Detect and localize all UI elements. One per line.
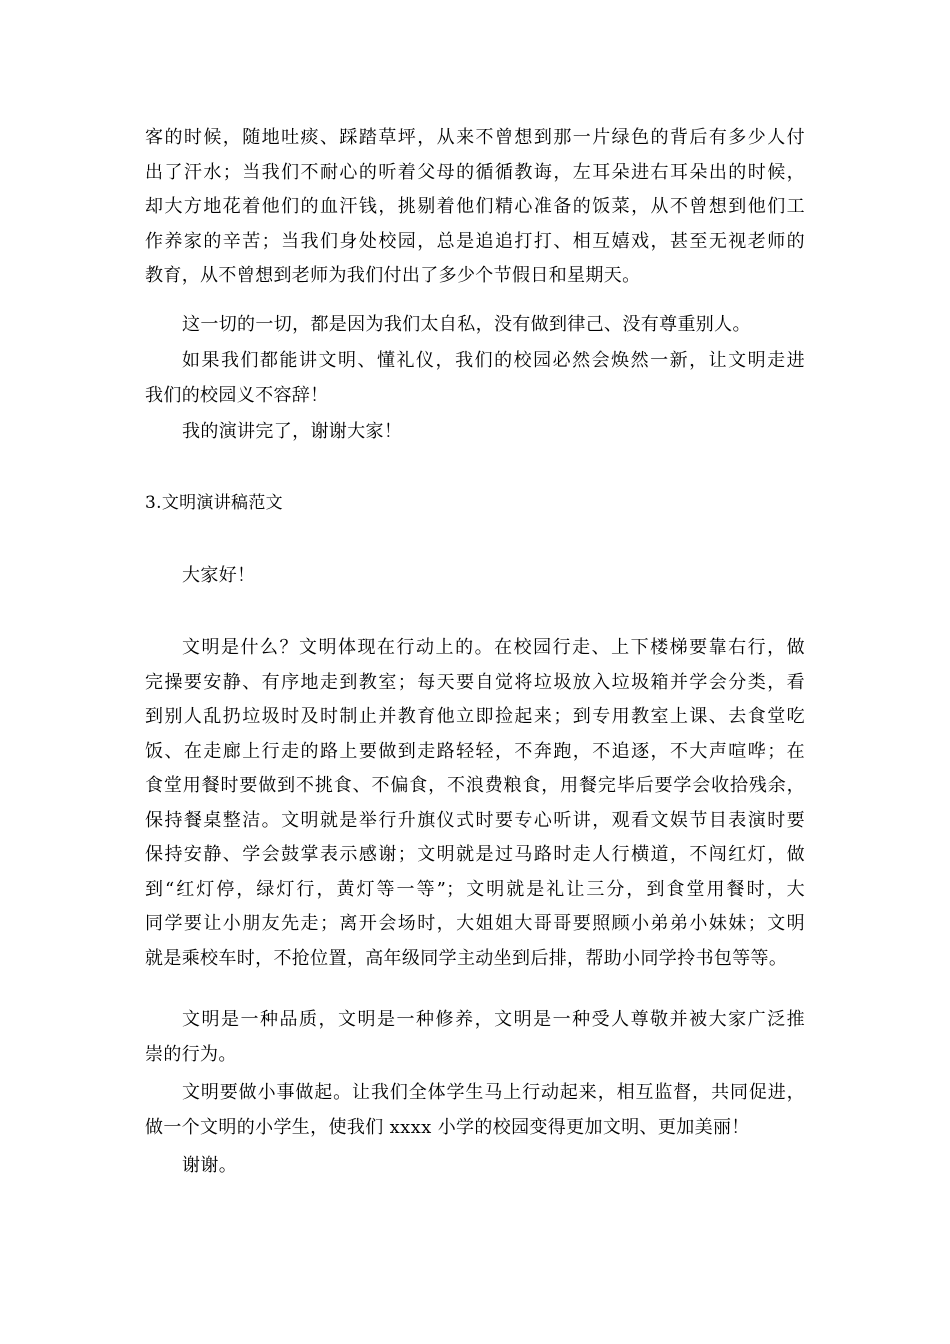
text-line: 到别人乱扔垃圾时及时制止并教育他立即捡起来；到专用教室上课、去食堂吃	[145, 706, 805, 727]
text-line: 保持安静、学会鼓掌表示感谢；文明就是过马路时走人行横道，不闯红灯，做	[145, 844, 805, 865]
text-line: 我们的校园义不容辞！	[145, 384, 329, 406]
text-line: 却大方地花着他们的血汗钱，挑剔着他们精心准备的饭菜，从不曾想到他们工	[145, 196, 805, 217]
paragraph-3-4	[145, 1149, 805, 1184]
paragraph-prev-2	[145, 308, 805, 343]
text-line: 文明是什么？文明体现在行动上的。在校园行走、上下楼梯要靠右行，做	[182, 637, 805, 658]
text-line: 完操要安静、有序地走到教室；每天要自觉将垃圾放入垃圾箱并学会分类，看	[145, 671, 805, 693]
text-line: 保持餐桌整洁。文明就是举行升旗仪式时要专心听讲，观看文娱节目表演时要	[145, 809, 805, 831]
text-line: 作养家的辛苦；当我们身处校园，总是追追打打、相互嬉戏，甚至无视老师的	[145, 230, 805, 252]
text-line: 大家好！	[182, 565, 256, 586]
text-line: 到“红灯停，绿灯行，黄灯等一等”；文明就是礼让三分，到食堂用餐时，大	[145, 878, 805, 900]
text-line: 食堂用餐时要做到不挑食、不偏食，不浪费粮食，用餐完毕后要学会收拾残余，	[145, 775, 805, 796]
paragraph-prev-1	[145, 121, 805, 294]
paragraph-3-3	[145, 1076, 805, 1145]
paragraph-prev-3	[145, 344, 805, 413]
text-line: 做一个文明的小学生，使我们 xxxx 小学的校园变得更加文明、更加美丽！	[145, 1116, 750, 1138]
paragraph-3-1	[145, 631, 805, 976]
text-line: 如果我们都能讲文明、懂礼仪，我们的校园必然会焕然一新，让文明走进	[182, 350, 805, 371]
text-line: 同学要让小朋友先走；离开会场时，大姐姐大哥哥要照顾小弟弟小妹妹；文明	[145, 913, 805, 934]
text-line: 谢谢。	[182, 1155, 238, 1176]
text-line: 饭、在走廊上行走的路上要做到走路轻轻，不奔跑，不追逐，不大声喧哗；在	[145, 740, 805, 762]
text-line: 出了汗水；当我们不耐心的听着父母的循循教诲，左耳朵进右耳朵出的时候，	[145, 161, 805, 183]
text-line: 崇的行为。	[145, 1043, 237, 1065]
text-line: 客的时候，随地吐痰、踩踏草坪，从来不曾想到那一片绿色的背后有多少人付	[145, 127, 805, 148]
text-line: 我的演讲完了，谢谢大家！	[182, 421, 403, 442]
section-heading: 3.文明演讲稿范文	[145, 493, 283, 513]
text-line: 这一切的一切，都是因为我们太自私，没有做到律己、没有尊重别人。	[182, 314, 751, 335]
text-line: 文明是一种品质，文明是一种修养，文明是一种受人尊敬并被大家广泛推	[182, 1009, 805, 1030]
text-line: 就是乘校车时，不抢位置，高年级同学主动坐到后排，帮助小同学拎书包等等。	[145, 947, 788, 969]
text-line: 文明要做小事做起。让我们全体学生马上行动起来，相互监督，共同促进，	[182, 1082, 805, 1103]
greeting	[145, 559, 805, 594]
paragraph-prev-4	[145, 415, 805, 450]
paragraph-3-2	[145, 1003, 805, 1072]
text-line: 教育，从不曾想到老师为我们付出了多少个节假日和星期天。	[145, 265, 641, 286]
